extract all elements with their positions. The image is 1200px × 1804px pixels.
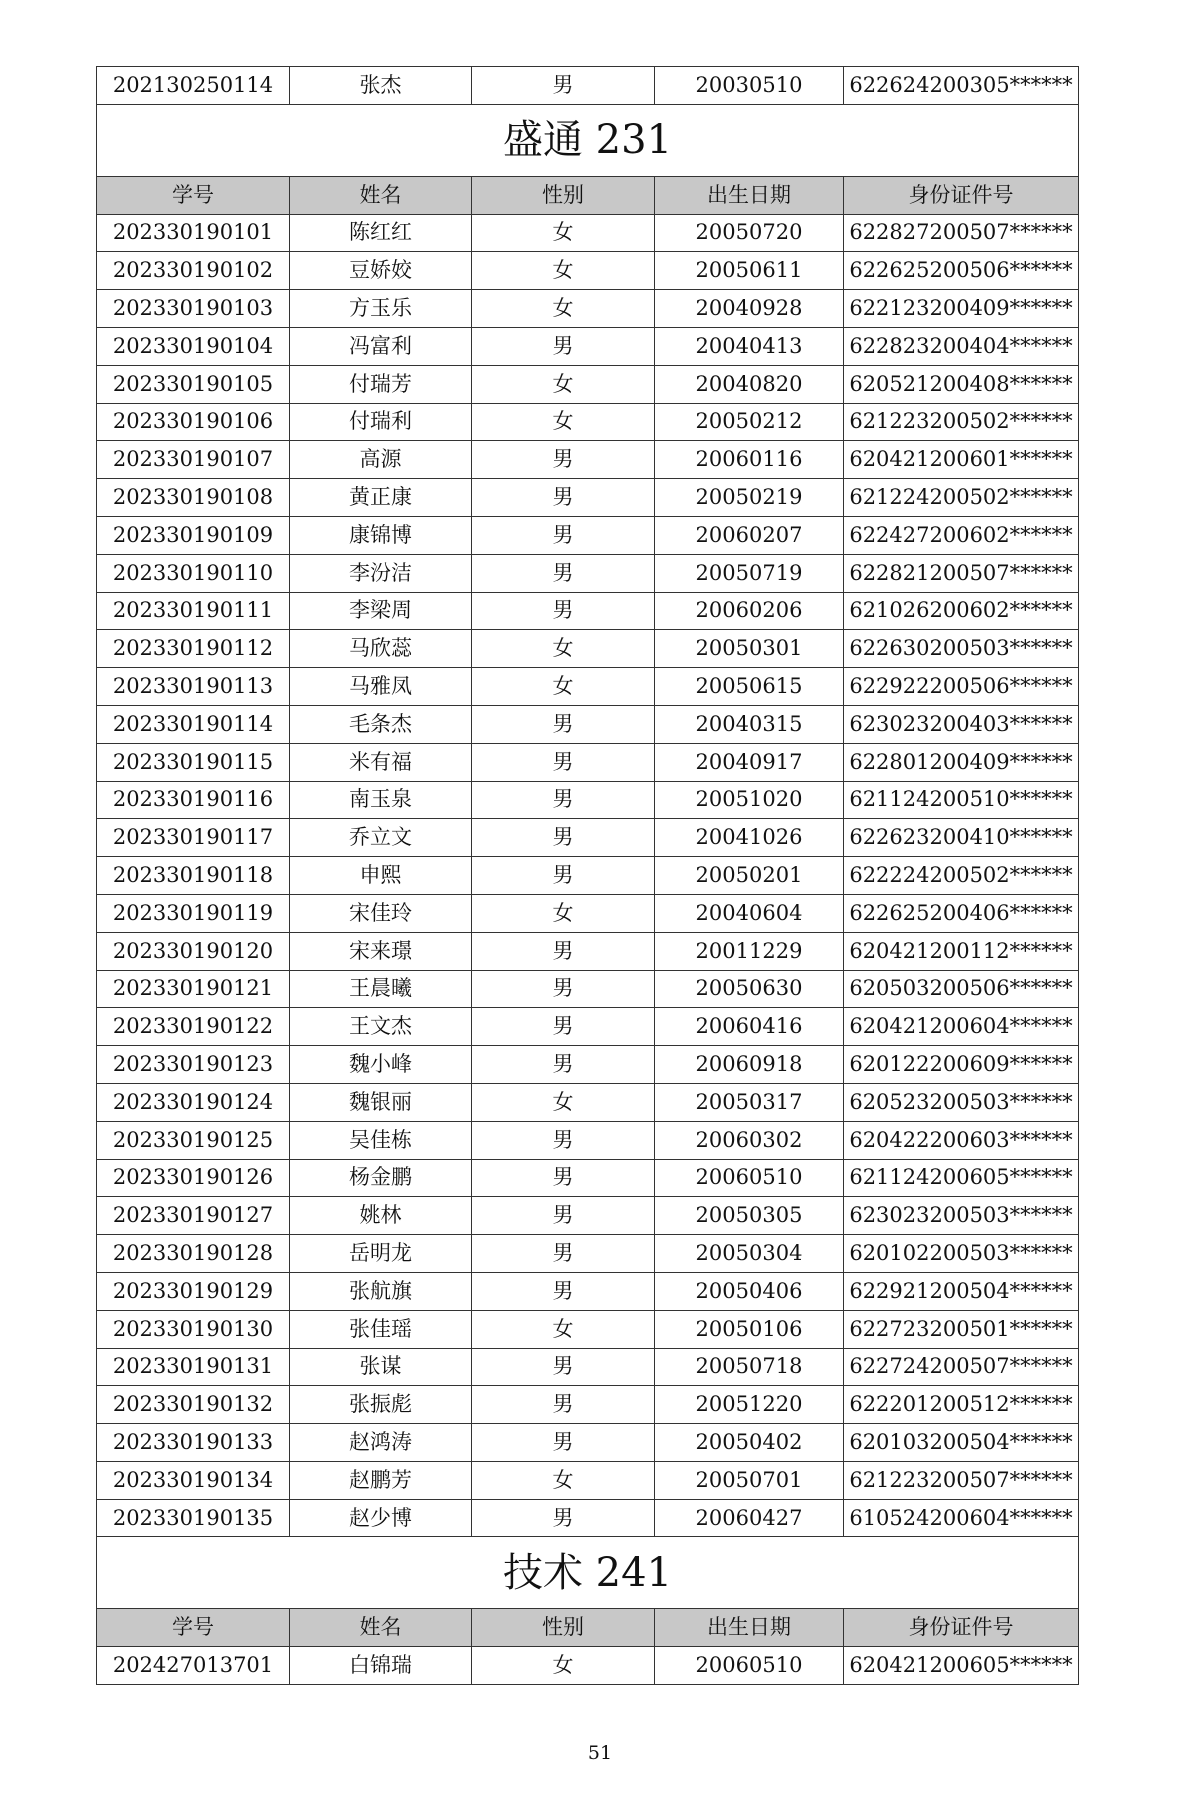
id-card-cell: 620523200503****** [844, 1083, 1079, 1121]
gender-cell: 女 [472, 290, 655, 328]
column-header: 身份证件号 [844, 1609, 1079, 1647]
id-card-cell: 620421200605****** [844, 1647, 1079, 1685]
id-card-cell: 622224200502****** [844, 857, 1079, 895]
table-row [97, 592, 1079, 630]
name-cell: 李梁周 [290, 592, 472, 630]
student-id-cell: 202330190106 [97, 403, 290, 441]
student-id-cell: 202330190105 [97, 365, 290, 403]
id-card-cell: 620521200408****** [844, 365, 1079, 403]
name-cell: 马欣蕊 [290, 630, 472, 668]
id-card-cell: 621223200507****** [844, 1461, 1079, 1499]
id-card-cell: 620122200609****** [844, 1046, 1079, 1084]
birth-date-cell: 20060416 [655, 1008, 844, 1046]
gender-cell: 男 [472, 1424, 655, 1462]
student-id-cell: 202330190113 [97, 668, 290, 706]
name-cell: 赵鸿涛 [290, 1424, 472, 1462]
name-cell: 张振彪 [290, 1386, 472, 1424]
gender-cell: 男 [472, 1121, 655, 1159]
gender-cell: 女 [472, 668, 655, 706]
gender-cell: 男 [472, 1499, 655, 1537]
gender-cell: 女 [472, 403, 655, 441]
gender-cell: 男 [472, 705, 655, 743]
id-card-cell: 621223200502****** [844, 403, 1079, 441]
id-card-cell: 622921200504****** [844, 1272, 1079, 1310]
id-card-cell: 622427200602****** [844, 516, 1079, 554]
table-row [97, 705, 1079, 743]
birth-date-cell: 20040413 [655, 327, 844, 365]
id-card-cell: 623023200503****** [844, 1197, 1079, 1235]
column-header: 学号 [97, 1609, 290, 1647]
name-cell: 王文杰 [290, 1008, 472, 1046]
name-cell: 毛条杰 [290, 705, 472, 743]
column-header-row [97, 176, 1079, 214]
student-id-cell: 202330190108 [97, 479, 290, 517]
student-id-cell: 202330190124 [97, 1083, 290, 1121]
name-cell: 高源 [290, 441, 472, 479]
gender-cell: 女 [472, 365, 655, 403]
name-cell: 杨金鹏 [290, 1159, 472, 1197]
table-row [97, 1083, 1079, 1121]
id-card-cell: 622201200512****** [844, 1386, 1079, 1424]
gender-cell: 男 [472, 970, 655, 1008]
birth-date-cell: 20050301 [655, 630, 844, 668]
name-cell: 张谋 [290, 1348, 472, 1386]
birth-date-cell: 20050701 [655, 1461, 844, 1499]
id-card-cell: 620421200601****** [844, 441, 1079, 479]
column-header: 姓名 [290, 176, 472, 214]
student-id-cell: 202330190121 [97, 970, 290, 1008]
name-cell: 吴佳栋 [290, 1121, 472, 1159]
id-card-cell: 622821200507****** [844, 554, 1079, 592]
table-row [97, 932, 1079, 970]
birth-date-cell: 20050630 [655, 970, 844, 1008]
gender-cell: 女 [472, 1461, 655, 1499]
birth-date-cell: 20050406 [655, 1272, 844, 1310]
gender-cell: 女 [472, 1310, 655, 1348]
gender-cell: 男 [472, 743, 655, 781]
table-row [97, 970, 1079, 1008]
gender-cell: 男 [472, 554, 655, 592]
student-id-cell: 202330190101 [97, 214, 290, 252]
class-section-title-row [97, 104, 1079, 176]
name-cell: 豆娇姣 [290, 252, 472, 290]
table-row [97, 252, 1079, 290]
table-row [97, 1272, 1079, 1310]
gender-cell: 男 [472, 1159, 655, 1197]
student-id-cell: 202330190135 [97, 1499, 290, 1537]
birth-date-cell: 20050719 [655, 554, 844, 592]
id-card-cell: 622724200507****** [844, 1348, 1079, 1386]
name-cell: 张佳瑶 [290, 1310, 472, 1348]
table-row [97, 857, 1079, 895]
student-id-cell: 202330190103 [97, 290, 290, 328]
id-card-cell: 622922200506****** [844, 668, 1079, 706]
column-header: 性别 [472, 1609, 655, 1647]
birth-date-cell: 20060207 [655, 516, 844, 554]
name-cell: 赵鹏芳 [290, 1461, 472, 1499]
name-cell: 付瑞芳 [290, 365, 472, 403]
table-row [97, 365, 1079, 403]
id-card-cell: 622630200503****** [844, 630, 1079, 668]
table-row [97, 1348, 1079, 1386]
id-card-cell: 621124200605****** [844, 1159, 1079, 1197]
table-row [97, 894, 1079, 932]
table-row [97, 1386, 1079, 1424]
gender-cell: 男 [472, 1197, 655, 1235]
birth-date-cell: 20040917 [655, 743, 844, 781]
table-row [97, 479, 1079, 517]
student-id-cell: 202330190119 [97, 894, 290, 932]
gender-cell: 男 [472, 1386, 655, 1424]
birth-date-cell: 20040604 [655, 894, 844, 932]
table-row [97, 1008, 1079, 1046]
student-id-cell: 202330190102 [97, 252, 290, 290]
id-card-cell: 622827200507****** [844, 214, 1079, 252]
class-section-title-row [97, 1537, 1079, 1609]
name-cell: 付瑞利 [290, 403, 472, 441]
table-row [97, 441, 1079, 479]
table-row [97, 1197, 1079, 1235]
name-cell: 陈红红 [290, 214, 472, 252]
birth-date-cell: 20041026 [655, 819, 844, 857]
table-row [97, 327, 1079, 365]
gender-cell: 男 [472, 857, 655, 895]
class-section-title: 盛通 231 [97, 104, 1079, 176]
id-card-cell: 622723200501****** [844, 1310, 1079, 1348]
id-card-cell: 620421200112****** [844, 932, 1079, 970]
id-card-cell: 622624200305****** [844, 67, 1079, 105]
birth-date-cell: 20050304 [655, 1235, 844, 1273]
table-row [97, 1461, 1079, 1499]
birth-date-cell: 20060427 [655, 1499, 844, 1537]
student-id-cell: 202330190117 [97, 819, 290, 857]
name-cell: 王晨曦 [290, 970, 472, 1008]
gender-cell: 男 [472, 479, 655, 517]
table-row [97, 67, 1079, 105]
birth-date-cell: 20060302 [655, 1121, 844, 1159]
table-row [97, 781, 1079, 819]
table-row [97, 1046, 1079, 1084]
id-card-cell: 622625200406****** [844, 894, 1079, 932]
column-header: 出生日期 [655, 1609, 844, 1647]
birth-date-cell: 20060510 [655, 1159, 844, 1197]
gender-cell: 男 [472, 1272, 655, 1310]
student-id-cell: 202330190122 [97, 1008, 290, 1046]
id-card-cell: 620503200506****** [844, 970, 1079, 1008]
student-id-cell: 202330190115 [97, 743, 290, 781]
birth-date-cell: 20050720 [655, 214, 844, 252]
id-card-cell: 621224200502****** [844, 479, 1079, 517]
table-row [97, 516, 1079, 554]
table-row [97, 290, 1079, 328]
gender-cell: 男 [472, 516, 655, 554]
student-id-cell: 202330190111 [97, 592, 290, 630]
student-id-cell: 202330190129 [97, 1272, 290, 1310]
gender-cell: 男 [472, 1235, 655, 1273]
student-id-cell: 202330190107 [97, 441, 290, 479]
table-row [97, 668, 1079, 706]
birth-date-cell: 20050402 [655, 1424, 844, 1462]
birth-date-cell: 20051220 [655, 1386, 844, 1424]
student-id-cell: 202330190118 [97, 857, 290, 895]
gender-cell: 女 [472, 214, 655, 252]
class-section-title: 技术 241 [97, 1537, 1079, 1609]
student-id-cell: 202330190109 [97, 516, 290, 554]
birth-date-cell: 20040820 [655, 365, 844, 403]
table-row [97, 1310, 1079, 1348]
student-id-cell: 202330190126 [97, 1159, 290, 1197]
column-header: 性别 [472, 176, 655, 214]
gender-cell: 男 [472, 819, 655, 857]
name-cell: 魏银丽 [290, 1083, 472, 1121]
student-id-cell: 202330190134 [97, 1461, 290, 1499]
name-cell: 康锦博 [290, 516, 472, 554]
birth-date-cell: 20040928 [655, 290, 844, 328]
student-id-cell: 202330190114 [97, 705, 290, 743]
gender-cell: 女 [472, 894, 655, 932]
birth-date-cell: 20060510 [655, 1647, 844, 1685]
birth-date-cell: 20060918 [655, 1046, 844, 1084]
name-cell: 申熙 [290, 857, 472, 895]
birth-date-cell: 20030510 [655, 67, 844, 105]
gender-cell: 男 [472, 441, 655, 479]
column-header: 出生日期 [655, 176, 844, 214]
gender-cell: 女 [472, 630, 655, 668]
name-cell: 李汾洁 [290, 554, 472, 592]
id-card-cell: 622623200410****** [844, 819, 1079, 857]
birth-date-cell: 20050201 [655, 857, 844, 895]
name-cell: 马雅凤 [290, 668, 472, 706]
column-header: 学号 [97, 176, 290, 214]
birth-date-cell: 20060116 [655, 441, 844, 479]
name-cell: 黄正康 [290, 479, 472, 517]
table-row [97, 403, 1079, 441]
student-id-cell: 202330190120 [97, 932, 290, 970]
id-card-cell: 622625200506****** [844, 252, 1079, 290]
gender-cell: 男 [472, 781, 655, 819]
table-row [97, 1647, 1079, 1685]
birth-date-cell: 20050219 [655, 479, 844, 517]
student-id-cell: 202330190127 [97, 1197, 290, 1235]
name-cell: 魏小峰 [290, 1046, 472, 1084]
birth-date-cell: 20040315 [655, 705, 844, 743]
name-cell: 姚林 [290, 1197, 472, 1235]
student-id-cell: 202330190125 [97, 1121, 290, 1159]
page-number: 51 [587, 1742, 613, 1764]
name-cell: 米有福 [290, 743, 472, 781]
id-card-cell: 620102200503****** [844, 1235, 1079, 1273]
student-id-cell: 202330190132 [97, 1386, 290, 1424]
name-cell: 赵少博 [290, 1499, 472, 1537]
student-id-cell: 202330190110 [97, 554, 290, 592]
student-id-cell: 202330190131 [97, 1348, 290, 1386]
name-cell: 冯富利 [290, 327, 472, 365]
column-header-row [97, 1609, 1079, 1647]
table-row [97, 743, 1079, 781]
id-card-cell: 610524200604****** [844, 1499, 1079, 1537]
student-id-cell: 202330190133 [97, 1424, 290, 1462]
gender-cell: 男 [472, 327, 655, 365]
gender-cell: 女 [472, 252, 655, 290]
gender-cell: 男 [472, 932, 655, 970]
name-cell: 岳明龙 [290, 1235, 472, 1273]
birth-date-cell: 20050718 [655, 1348, 844, 1386]
table-row [97, 1424, 1079, 1462]
name-cell: 方玉乐 [290, 290, 472, 328]
table-row [97, 554, 1079, 592]
name-cell: 张航旗 [290, 1272, 472, 1310]
birth-date-cell: 20050615 [655, 668, 844, 706]
student-id-cell: 202330190104 [97, 327, 290, 365]
gender-cell: 女 [472, 1083, 655, 1121]
name-cell: 南玉泉 [290, 781, 472, 819]
column-header: 姓名 [290, 1609, 472, 1647]
table-row [97, 1121, 1079, 1159]
id-card-cell: 620103200504****** [844, 1424, 1079, 1462]
birth-date-cell: 20050212 [655, 403, 844, 441]
table-row [97, 630, 1079, 668]
student-id-cell: 202330190123 [97, 1046, 290, 1084]
id-card-cell: 622801200409****** [844, 743, 1079, 781]
id-card-cell: 622123200409****** [844, 290, 1079, 328]
birth-date-cell: 20051020 [655, 781, 844, 819]
gender-cell: 男 [472, 592, 655, 630]
student-id-cell: 202427013701 [97, 1647, 290, 1685]
table-row [97, 1159, 1079, 1197]
column-header: 身份证件号 [844, 176, 1079, 214]
gender-cell: 男 [472, 67, 655, 105]
table-row [97, 1235, 1079, 1273]
table-row [97, 819, 1079, 857]
student-id-cell: 202130250114 [97, 67, 290, 105]
id-card-cell: 621124200510****** [844, 781, 1079, 819]
id-card-cell: 621026200602****** [844, 592, 1079, 630]
id-card-cell: 620422200603****** [844, 1121, 1079, 1159]
birth-date-cell: 20050305 [655, 1197, 844, 1235]
id-card-cell: 620421200604****** [844, 1008, 1079, 1046]
birth-date-cell: 20050317 [655, 1083, 844, 1121]
name-cell: 白锦瑞 [290, 1647, 472, 1685]
id-card-cell: 623023200403****** [844, 705, 1079, 743]
student-id-cell: 202330190128 [97, 1235, 290, 1273]
student-id-cell: 202330190112 [97, 630, 290, 668]
gender-cell: 男 [472, 1046, 655, 1084]
birth-date-cell: 20050106 [655, 1310, 844, 1348]
birth-date-cell: 20060206 [655, 592, 844, 630]
name-cell: 宋佳玲 [290, 894, 472, 932]
birth-date-cell: 20050611 [655, 252, 844, 290]
gender-cell: 男 [472, 1348, 655, 1386]
name-cell: 张杰 [290, 67, 472, 105]
roster-body [97, 67, 1079, 1685]
id-card-cell: 622823200404****** [844, 327, 1079, 365]
gender-cell: 男 [472, 1008, 655, 1046]
student-roster-table [96, 66, 1079, 1685]
birth-date-cell: 20011229 [655, 932, 844, 970]
gender-cell: 女 [472, 1647, 655, 1685]
table-row [97, 1499, 1079, 1537]
name-cell: 宋来璟 [290, 932, 472, 970]
student-id-cell: 202330190130 [97, 1310, 290, 1348]
table-row [97, 214, 1079, 252]
name-cell: 乔立文 [290, 819, 472, 857]
student-id-cell: 202330190116 [97, 781, 290, 819]
